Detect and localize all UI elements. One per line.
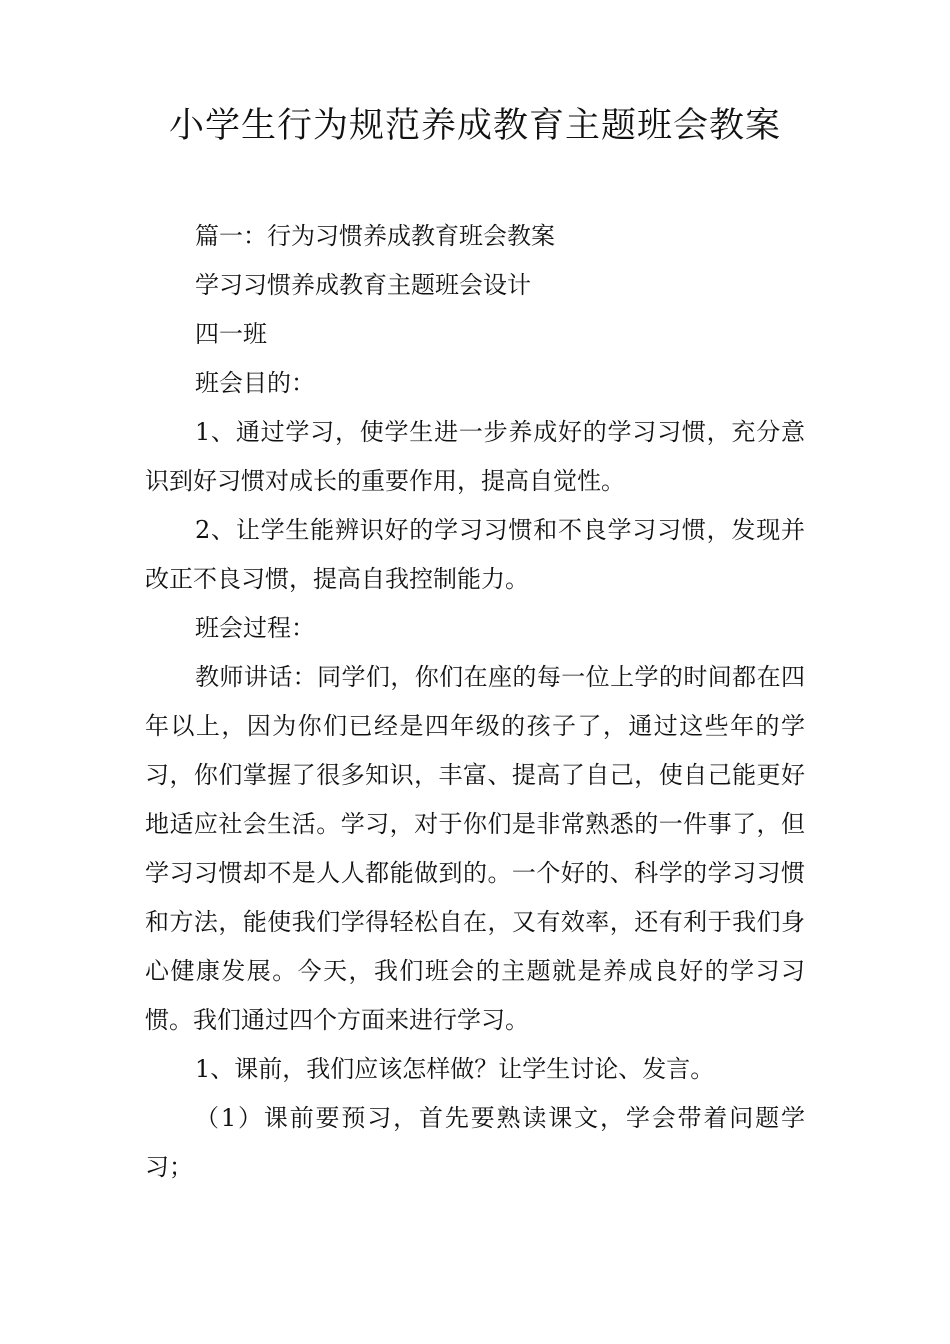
paragraph-purpose-heading: 班会目的： bbox=[195, 369, 315, 397]
paragraph-section-heading: 篇一：行为习惯养成教育班会教案 bbox=[195, 222, 555, 250]
paragraph-step-1-item-1: （1）课前要预习，首先要熟读课文，学会带着问题学习； bbox=[145, 1104, 805, 1181]
document-body bbox=[145, 212, 805, 1192]
paragraph-step-1: 1、课前，我们应该怎样做？让学生讨论、发言。 bbox=[195, 1055, 715, 1083]
paragraph-class-name: 四一班 bbox=[195, 320, 267, 348]
paragraph-subtitle: 学习习惯养成教育主题班会设计 bbox=[195, 271, 531, 299]
document-title: 小学生行为规范养成教育主题班会教案 bbox=[168, 106, 781, 146]
paragraph-process-heading: 班会过程： bbox=[195, 614, 315, 642]
paragraph-teacher-speech: 教师讲话：同学们，你们在座的每一位上学的时间都在四年以上，因为你们已经是四年级的孩子了，通过这些年的学习，你们掌握了很多知识，丰富、提高了自己，使自己能更好地适应社会生活。学习，对于你们是非常熟悉的一件事了，但学习习惯却不是人人都能做到的。一个好的、科学的学习习惯和方法，能使我们学得轻松自在，又有效率，还有利于我们身心健康发展。今天，我们班会的主题就是养成良好的学习习惯。我们通过四个方面来进行学习。 bbox=[145, 663, 805, 1034]
paragraph-purpose-1: 1、通过学习，使学生进一步养成好的学习习惯，充分意识到好习惯对成长的重要作用，提高自觉性。 bbox=[145, 418, 805, 495]
paragraph-purpose-2: 2、让学生能辨识好的学习习惯和不良学习习惯，发现并改正不良习惯，提高自我控制能力。 bbox=[145, 516, 805, 593]
